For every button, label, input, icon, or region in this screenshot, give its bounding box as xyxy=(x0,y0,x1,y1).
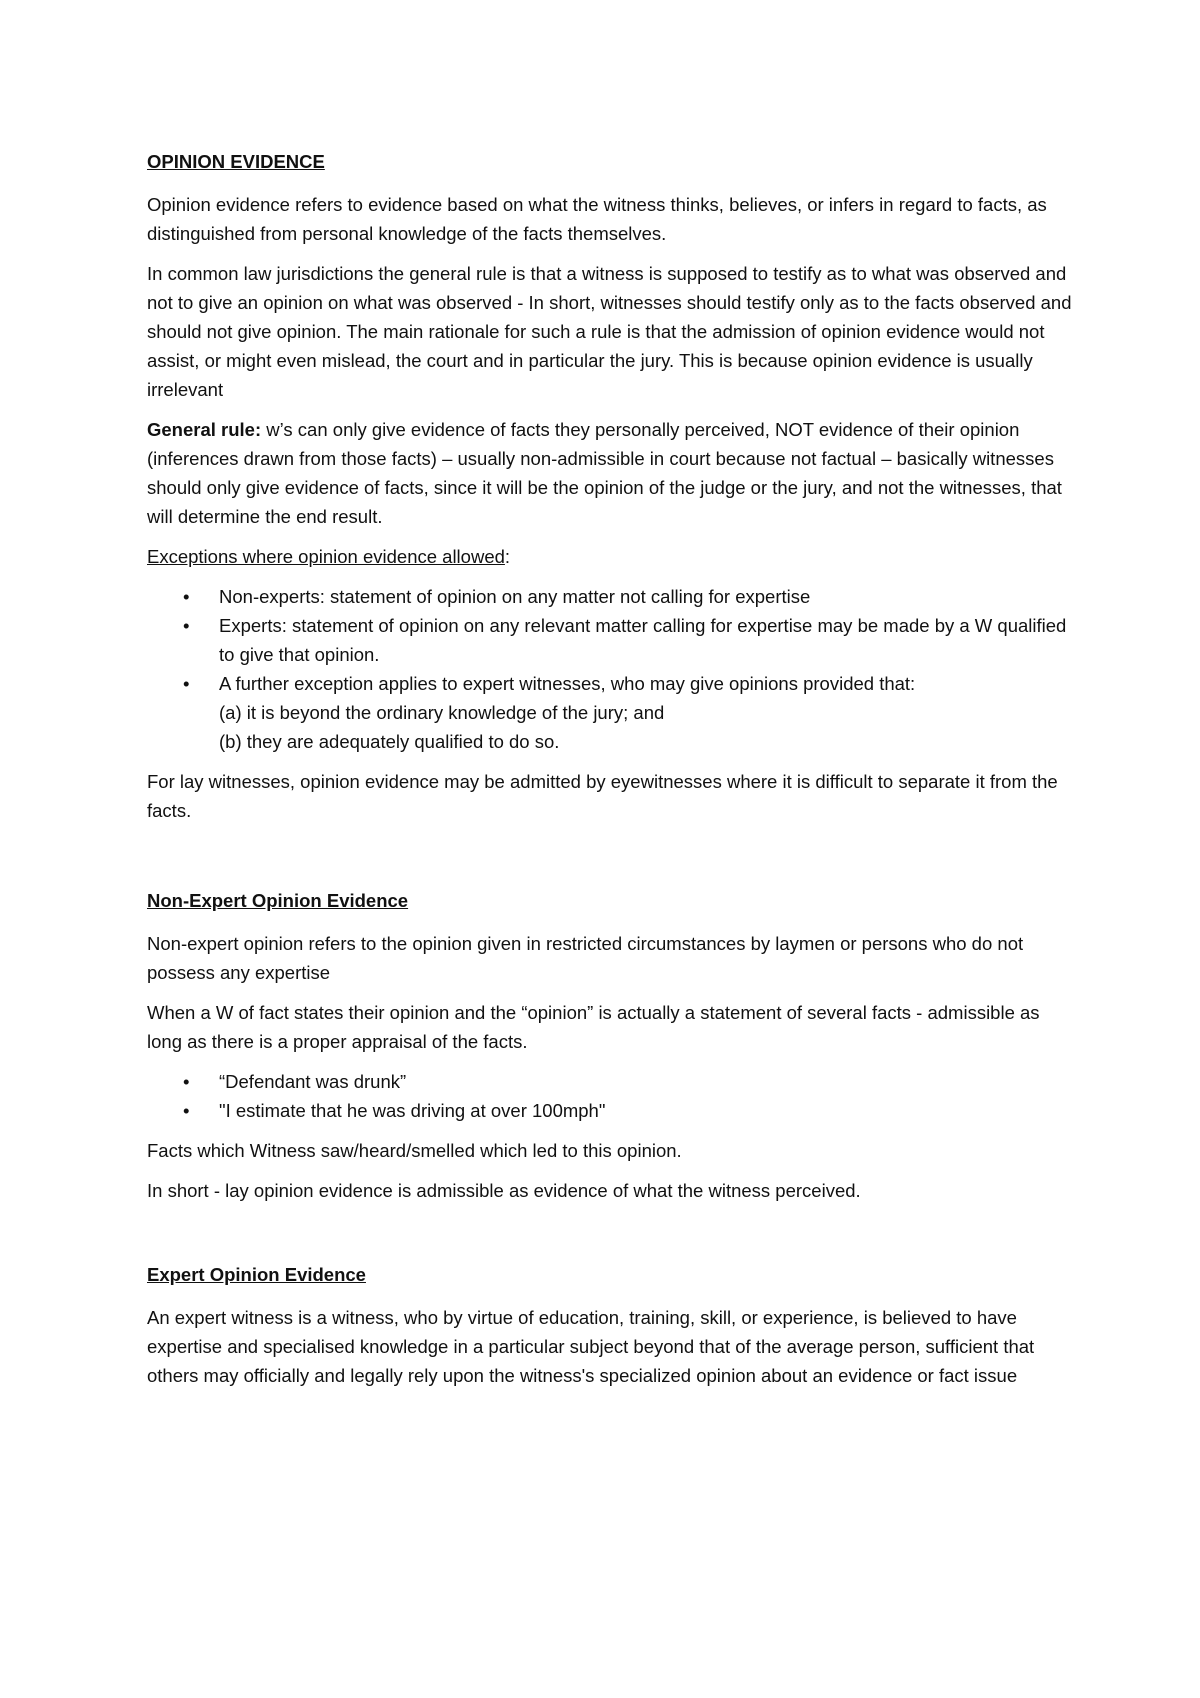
non-expert-definition: Non-expert opinion refers to the opinion given in restricted circumstances by laymen or persons who do not possess any expertise xyxy=(147,933,1024,983)
list-item-text: A further exception applies to expert witnesses, who may give opinions provided that: xyxy=(219,673,916,694)
document-body xyxy=(147,147,1072,1401)
exceptions-intro xyxy=(147,542,1072,571)
bullet-icon: • xyxy=(183,615,190,636)
bullet-icon: • xyxy=(183,586,190,607)
exceptions-label: Exceptions where opinion evidence allowed xyxy=(147,546,505,567)
bullet-icon: • xyxy=(183,673,190,694)
expert-definition: An expert witness is a witness, who by virtue of education, training, skill, or experience, is believed to have expertise and specialised knowledge in a particular subject beyond that of the average person, sufficient that others may officially and legally rely upon the witness's specialized opinion about an evidence or fact issue xyxy=(147,1307,1035,1386)
non-expert-heading: Non-Expert Opinion Evidence xyxy=(147,890,409,911)
bullet-icon: • xyxy=(183,1100,190,1121)
general-rule-text: w’s can only give evidence of facts they personally perceived, NOT evidence of their opinion (inferences drawn from those facts) – usually non-admissible in court because not factual – basically witnesses should only give evidence of facts, since it will be the opinion of the judge or the jury, and not the witnesses, that will determine the end result. xyxy=(147,419,1062,527)
section-spacer xyxy=(147,836,1072,886)
list-item xyxy=(147,1067,1072,1096)
non-expert-examples xyxy=(147,1067,1072,1125)
list-item xyxy=(147,582,1072,611)
exceptions-colon: : xyxy=(504,546,511,567)
lay-witness-paragraph: For lay witnesses, opinion evidence may be admitted by eyewitnesses where it is difficult to separate it from the facts. xyxy=(147,771,1058,821)
page-title: OPINION EVIDENCE xyxy=(147,151,325,172)
common-law-paragraph: In common law jurisdictions the general rule is that a witness is supposed to testify as to what was observed and not to give an opinion on what was observed - In short, witnesses should testify only as to the facts observed and should not give opinion. The main rationale for such a rule is that the admission of opinion evidence would not assist, or might even mislead, the court and in particular the jury. This is because opinion evidence is usually irrelevant xyxy=(147,263,1072,400)
list-item xyxy=(147,1096,1072,1125)
general-rule-paragraph xyxy=(147,415,1072,531)
intro-paragraph: Opinion evidence refers to evidence based on what the witness thinks, believes, or infers in regard to facts, as distinguished from personal knowledge of the facts themselves. xyxy=(147,194,1047,244)
list-item-text: "I estimate that he was driving at over 100mph" xyxy=(219,1100,606,1121)
expert-heading: Expert Opinion Evidence xyxy=(147,1264,366,1285)
general-rule-label: General rule: xyxy=(147,419,262,440)
list-item xyxy=(147,611,1072,669)
exceptions-list xyxy=(147,582,1072,756)
bullet-icon: • xyxy=(183,1071,190,1092)
non-expert-statement: When a W of fact states their opinion and the “opinion” is actually a statement of several facts - admissible as long as there is a proper appraisal of the facts. xyxy=(147,1002,1040,1052)
condition-b: (b) they are adequately qualified to do so. xyxy=(219,731,560,752)
section-spacer xyxy=(147,1216,1072,1260)
non-expert-facts: Facts which Witness saw/heard/smelled which led to this opinion. xyxy=(147,1140,682,1161)
list-item-text: Non-experts: statement of opinion on any matter not calling for expertise xyxy=(219,586,811,607)
condition-a: (a) it is beyond the ordinary knowledge of the jury; and xyxy=(219,702,665,723)
list-item-text: Experts: statement of opinion on any relevant matter calling for expertise may be made by a W qualified to give that opinion. xyxy=(219,615,1067,665)
non-expert-summary: In short - lay opinion evidence is admissible as evidence of what the witness perceived. xyxy=(147,1180,861,1201)
list-item xyxy=(147,669,1072,756)
list-item-text: “Defendant was drunk” xyxy=(219,1071,407,1092)
